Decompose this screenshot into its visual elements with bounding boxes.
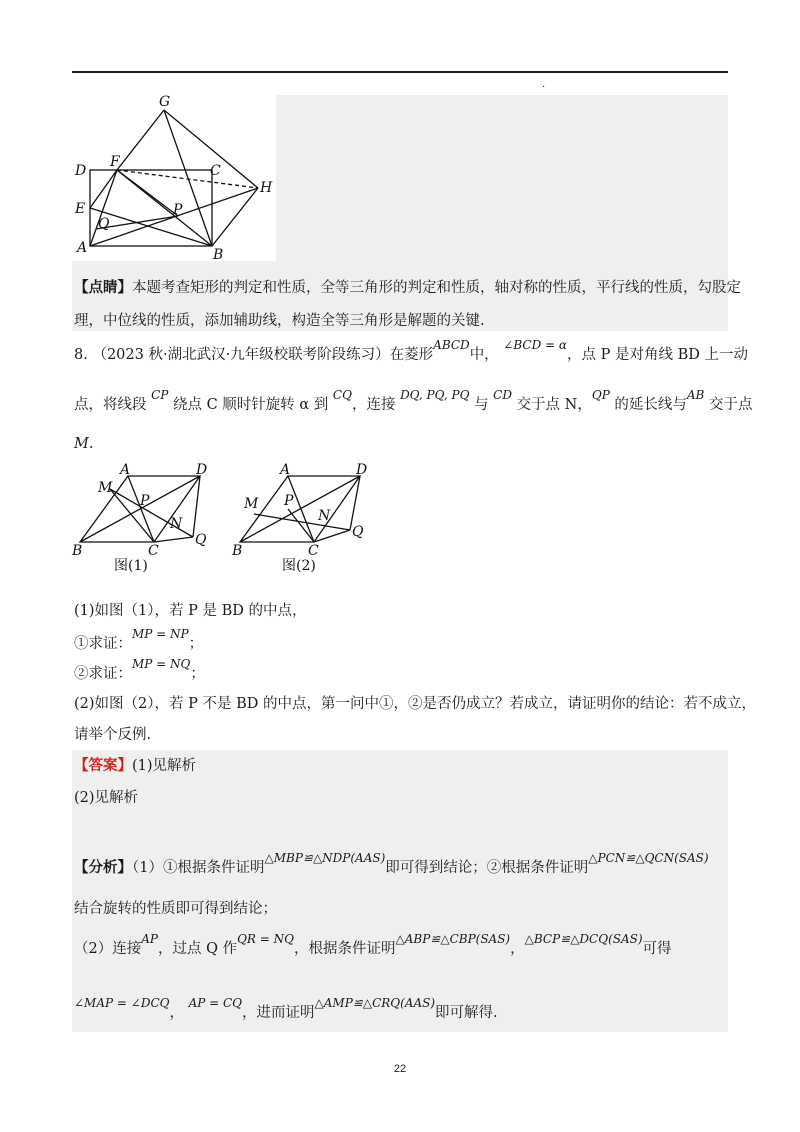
analysis-text: ，	[510, 941, 525, 957]
problem-line-1	[74, 338, 748, 365]
figure-2	[230, 462, 380, 574]
analysis-line-1	[74, 851, 709, 878]
math-angle-bcd: ∠BCD = α	[503, 338, 567, 352]
analysis-line-2: 结合旋转的性质即可得到结论；	[74, 901, 277, 917]
analysis-text: ，根据条件证明	[294, 941, 396, 957]
problem-text: 交于点	[708, 397, 753, 413]
gray-block-answer	[72, 750, 728, 1032]
label-P: P	[173, 202, 183, 218]
comment-tag: 【点睛】	[74, 279, 132, 296]
label-E: E	[75, 201, 86, 217]
comment-line-1	[74, 278, 741, 298]
label-F: F	[110, 154, 120, 170]
answer-1: (1)见解析	[132, 758, 197, 774]
problem-text: ，连接	[351, 397, 396, 413]
label-Q: Q	[98, 216, 110, 232]
comment-text-1: 本题考查矩形的判定和性质，全等三角形的判定和性质，轴对称的性质，平行线的性质，勾股定	[132, 280, 741, 296]
label-C: C	[210, 163, 221, 179]
problem-text: 中，	[469, 347, 499, 363]
analysis-tag: 【分析】	[74, 859, 132, 876]
answer-line-2: (2)见解析	[74, 790, 139, 806]
fig1-label-M: M	[98, 480, 113, 496]
math-congruence-4: △BCP≌△DCQ(SAS)	[524, 932, 643, 946]
problem-text: 与	[474, 397, 489, 413]
fig2-caption: 图(2)	[282, 558, 316, 574]
problem-text: 绕点 C 顺时针旋转 α 到	[172, 397, 329, 413]
fig1-label-C: C	[148, 543, 159, 559]
math-congruence-1: △MBP≌△NDP(AAS)	[264, 851, 386, 865]
fig1-label-D: D	[196, 462, 208, 478]
fig1-label-Q: Q	[195, 532, 207, 548]
analysis-text: （2）连接	[74, 941, 142, 957]
math-dq-pq: DQ, PQ, PQ	[400, 388, 470, 402]
fig1-caption: 图(1)	[114, 558, 148, 574]
label-H: H	[260, 180, 273, 196]
fig1-label-A: A	[120, 462, 131, 478]
gray-block-top-right	[276, 95, 728, 261]
answer-tag: 【答案】	[74, 757, 132, 774]
math-mp-np: MP = NP	[132, 627, 189, 641]
q1b-prefix: ②求证：	[74, 666, 132, 682]
problem-line-2	[74, 388, 753, 415]
math-congruence-5: △AMP≌△CRQ(AAS)	[314, 996, 436, 1010]
problem-text: 8. （2023 秋·湖北武汉·九年级校联考阶段练习）在菱形	[74, 347, 434, 363]
math-qp: QP	[591, 388, 610, 402]
fig2-label-D: D	[356, 462, 368, 478]
fig2-label-B: B	[232, 543, 243, 559]
problem-line-3: M.	[74, 436, 94, 452]
fig2-label-P: P	[284, 493, 294, 509]
problem-text: 交于点 N，	[516, 397, 592, 413]
analysis-text: ，进而证明	[242, 1005, 315, 1021]
header-rule	[72, 71, 728, 73]
label-G: G	[159, 94, 171, 110]
comment-line-2: 理，中位线的性质，添加辅助线，构造全等三角形是解题的关键.	[74, 313, 485, 329]
q1b-suffix: ；	[190, 666, 205, 682]
q1a-prefix: ①求证：	[74, 636, 132, 652]
math-congruence-3: △ABP≌△CBP(SAS)	[395, 932, 511, 946]
math-angle-map: ∠MAP = ∠DCQ	[74, 996, 170, 1010]
math-ap-cq: AP = CQ	[188, 996, 243, 1010]
analysis-text: 可得	[642, 941, 672, 957]
q1a-suffix: ；	[188, 636, 204, 652]
math-qr-nq: QR = NQ	[237, 932, 294, 946]
question-1: (1)如图（1），若 P 是 BD 的中点，	[74, 603, 307, 619]
page-number: 22	[393, 1063, 407, 1075]
figure-1	[68, 462, 218, 574]
analysis-text: 即可解得.	[435, 1005, 498, 1021]
question-2-line-2: 请举个反例.	[74, 727, 152, 743]
label-B: B	[213, 247, 224, 263]
problem-text: 点，将线段	[74, 397, 147, 413]
analysis-text: 即可得到结论；②根据条件证明	[385, 860, 589, 876]
fig2-label-Q: Q	[352, 524, 364, 540]
fig1-label-B: B	[72, 543, 83, 559]
analysis-line-3	[74, 932, 672, 959]
fig2-label-C: C	[308, 543, 319, 559]
analysis-text: ，	[169, 1005, 184, 1021]
fig1-label-N: N	[170, 516, 183, 532]
math-ap: AP	[141, 932, 158, 946]
question-1b	[74, 657, 205, 684]
problem-text: 的延长线与	[614, 397, 687, 413]
math-cq: CQ	[332, 388, 352, 402]
fig2-label-A: A	[280, 462, 291, 478]
fig1-label-P: P	[140, 493, 150, 509]
math-congruence-2: △PCN≌△QCN(SAS)	[588, 851, 709, 865]
analysis-text: （1）①根据条件证明	[132, 860, 265, 876]
math-ab: AB	[686, 388, 705, 402]
question-2-line-1: (2)如图（2），若 P 不是 BD 的中点，第一问中①，②是否仍成立？若成立，请证明你的结论：若不成立，	[74, 696, 756, 712]
fig2-label-N: N	[318, 508, 331, 524]
answer-line-1	[74, 756, 196, 776]
math-abcd: ABCD	[433, 338, 470, 352]
label-D: D	[75, 163, 87, 179]
math-cp: CP	[151, 388, 169, 402]
header-dot: ·	[542, 82, 546, 93]
math-cd: CD	[493, 388, 512, 402]
analysis-text: ，过点 Q 作	[157, 941, 238, 957]
label-A: A	[77, 240, 88, 256]
problem-text: ，点 P 是对角线 BD 上一动	[566, 347, 748, 363]
analysis-line-4	[74, 996, 498, 1023]
fig2-label-M: M	[244, 496, 259, 512]
math-mp-nq: MP = NQ	[132, 657, 191, 671]
top-geometry-figure	[72, 92, 276, 264]
question-1a	[74, 627, 204, 654]
